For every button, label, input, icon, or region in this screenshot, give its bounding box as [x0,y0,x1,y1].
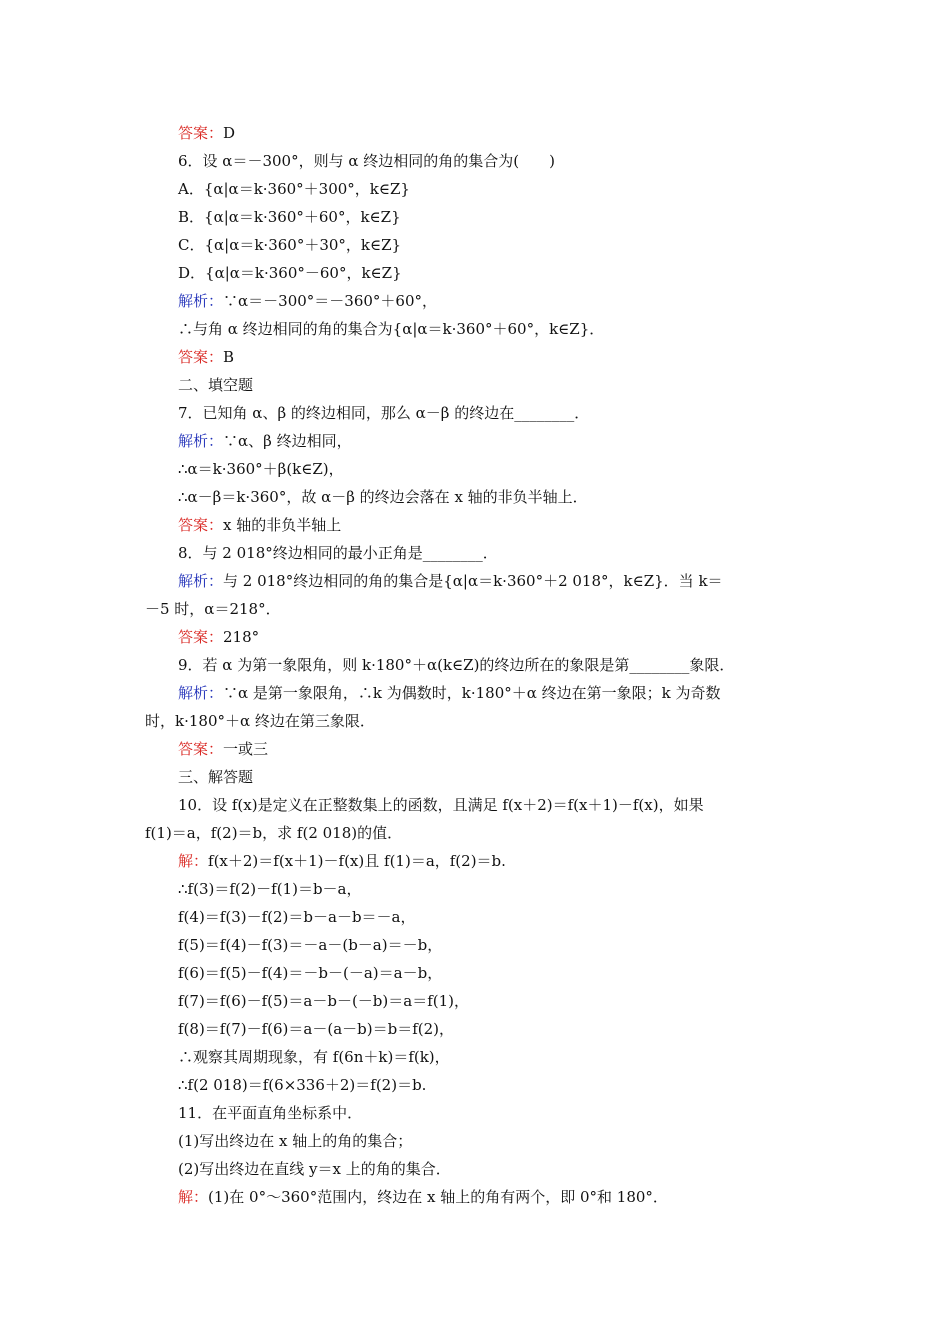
text-line [178,764,910,790]
text-line [178,400,910,426]
line-text: (2)写出终边在直线 y＝x 上的角的集合． [178,1160,451,1178]
line-text: f(1)＝a，f(2)＝b，求 f(2 018)的值． [145,824,403,842]
answer-label: 答案： [178,516,224,534]
text-line [178,344,910,370]
line-text: f(6)＝f(5)－f(4)＝－b－(－a)＝a－b， [178,964,443,982]
line-text: 二、填空题 [178,376,254,394]
text-line [178,904,910,930]
text-line [178,680,910,706]
text-line [178,176,910,202]
analysis-label: 解析： [178,432,224,450]
line-text: 与 2 018°终边相同的角的集合是{α|α＝k·360°＋2 018°，k∈Z}．当 k＝ [223,572,723,590]
line-text: (1)在 0°～360°范围内，终边在 x 轴上的角有两个，即 0°和 180°． [208,1188,668,1206]
text-line [178,1100,910,1126]
line-text: 11．在平面直角坐标系中． [178,1104,363,1122]
answer-label: 答案： [178,740,224,758]
text-line [178,1184,910,1210]
text-line [178,932,910,958]
text-line [178,512,910,538]
analysis-label: 解析： [178,684,224,702]
line-text: ∴α－β＝k·360°，故 α－β 的终边会落在 x 轴的非负半轴上． [178,488,588,506]
line-text: ∴观察其周期现象，有 f(6n＋k)＝f(k)， [178,1048,450,1066]
text-line [178,204,910,230]
line-text: ∴f(2 018)＝f(6×336＋2)＝f(2)＝b. [178,1076,427,1094]
text-line [178,120,910,146]
line-text: 8．与 2 018°终边相同的最小正角是________． [178,544,498,562]
text-line [178,736,910,762]
text-line [178,652,910,678]
text-line [145,596,910,622]
line-text: 时，k·180°＋α 终边在第三象限． [145,712,375,730]
answer-label: 答案： [178,348,224,366]
text-line [178,484,910,510]
line-text: B [223,348,235,366]
line-text: f(7)＝f(6)－f(5)＝a－b－(－b)＝a＝f(1)， [178,992,469,1010]
text-line [178,1016,910,1042]
line-text: 6．设 α＝－300°，则与 α 终边相同的角的集合为( ) [178,152,555,170]
text-line [178,456,910,482]
text-line [178,568,910,594]
text-line [178,260,910,286]
line-text: 9．若 α 为第一象限角，则 k·180°＋α(k∈Z)的终边所在的象限是第________象限． [178,656,735,674]
solution-label: 解： [178,852,209,870]
text-line [178,960,910,986]
line-text: －5 时，α＝218°． [145,600,281,618]
line-text: (1)写出终边在 x 轴上的角的集合； [178,1132,413,1150]
text-line [178,876,910,902]
line-text: f(8)＝f(7)－f(6)＝a－(a－b)＝b＝f(2)， [178,1020,454,1038]
line-text: ∴α＝k·360°＋β(k∈Z)， [178,460,344,478]
line-text: 7．已知角 α、β 的终边相同，那么 α－β 的终边在________． [178,404,590,422]
line-text: D [223,124,236,142]
text-line [178,1156,910,1182]
text-line [178,288,910,314]
line-text: ∵α＝－300°＝－360°＋60°， [223,292,437,310]
analysis-label: 解析： [178,292,224,310]
text-line [178,1128,910,1154]
text-line [145,708,910,734]
answer-label: 答案： [178,124,224,142]
answer-label: 答案： [178,628,224,646]
line-text: ∵α 是第一象限角，∴k 为偶数时，k·180°＋α 终边在第一象限；k 为奇数 [223,684,721,702]
line-text: 一或三 [223,740,269,758]
text-line [178,624,910,650]
text-line [145,820,910,846]
analysis-label: 解析： [178,572,224,590]
line-text: 三、解答题 [178,768,254,786]
line-text: f(x＋2)＝f(x＋1)－f(x)且 f(1)＝a，f(2)＝b. [208,852,506,870]
line-text: f(4)＝f(3)－f(2)＝b－a－b＝－a， [178,908,416,926]
text-line [178,792,910,818]
line-text: ∵α、β 终边相同， [223,432,352,450]
line-text: C．{α|α＝k·360°＋30°，k∈Z} [178,236,402,254]
text-line [178,232,910,258]
line-text: ∴f(3)＝f(2)－f(1)＝b－a， [178,880,362,898]
line-text: 218° [223,628,260,646]
text-line [178,428,910,454]
line-text: 10．设 f(x)是定义在正整数集上的函数，且满足 f(x＋2)＝f(x＋1)－f(x)，如果 [178,796,704,814]
text-line [178,372,910,398]
text-line [178,1044,910,1070]
text-line [178,988,910,1014]
text-line [178,148,910,174]
text-line [178,540,910,566]
line-text: A．{α|α＝k·360°＋300°，k∈Z} [178,180,410,198]
line-text: f(5)＝f(4)－f(3)＝－a－(b－a)＝－b， [178,936,443,954]
line-text: x 轴的非负半轴上 [223,516,342,534]
text-line [178,1072,910,1098]
solution-label: 解： [178,1188,209,1206]
line-text: ∴与角 α 终边相同的角的集合为{α|α＝k·360°＋60°，k∈Z}． [178,320,605,338]
text-line [178,848,910,874]
line-text: D．{α|α＝k·360°－60°，k∈Z} [178,264,402,282]
text-line [178,316,910,342]
line-text: B．{α|α＝k·360°＋60°，k∈Z} [178,208,401,226]
